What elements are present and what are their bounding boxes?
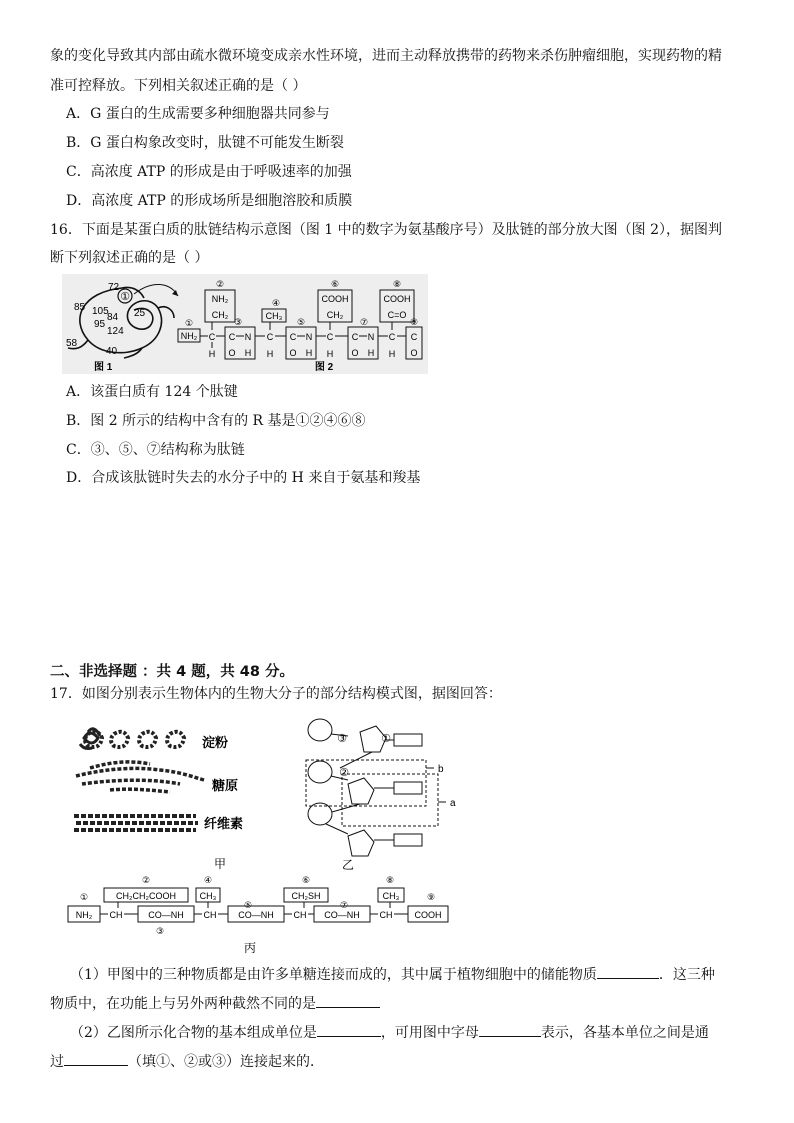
jia-caption: 甲 <box>213 857 227 871</box>
q15-stem-line2: 准可控释放。下列相关叙述正确的是（ ） <box>50 78 307 94</box>
fig1-num-25: 25 <box>134 308 146 319</box>
fig2-circled-3: ③ <box>233 317 243 327</box>
fig1-num-124: 124 <box>107 326 124 337</box>
q16-option-b: B．图 2 所示的结构中含有的 R 基是①②④⑥⑧ <box>66 413 366 429</box>
fig2-c4: C <box>388 332 396 342</box>
q17-sub2-text-d: 过 <box>50 1054 64 1070</box>
fig2-circled-2: ② <box>215 279 225 289</box>
q15-option-a: A．G 蛋白的生成需要多种细胞器共同参与 <box>66 106 330 122</box>
q17-figure-yi <box>300 714 470 874</box>
bing-peptide-3: CO—NH <box>148 910 184 920</box>
q17-sub2-blank1[interactable] <box>317 1021 381 1037</box>
bing-peptide-7: CO—NH <box>324 910 360 920</box>
fig2-r8-co: C=O <box>387 310 407 320</box>
fig2-r2-ch2: CH₂ <box>211 310 229 320</box>
fig1-caption: 图 1 <box>94 362 113 373</box>
cellulose-label: 纤维素 <box>204 816 244 831</box>
fig2-h3: H <box>326 349 334 359</box>
bing-circled-9: ⑨ <box>426 892 436 902</box>
yi-circled-1: ① <box>381 733 391 745</box>
yi-caption: 乙 <box>341 858 355 872</box>
q17-sub2-line1 <box>70 1021 709 1043</box>
bing-cooh: COOH <box>414 910 442 920</box>
q16-option-c: C．③、⑤、⑦结构称为肽链 <box>66 442 245 458</box>
fig1-num-58: 58 <box>66 338 78 349</box>
q17-sub2-text-c: 表示，各基本单位之间是通 <box>540 1025 709 1041</box>
q17-sub2-blank3[interactable] <box>64 1050 128 1066</box>
bing-circled-8: ⑧ <box>385 875 395 885</box>
q16-option-a: A．该蛋白质有 124 个肽键 <box>66 384 238 400</box>
bing-ch-3: CH <box>293 910 307 920</box>
pentose-3 <box>348 830 374 856</box>
fig2-peptide5-h: H <box>305 348 313 358</box>
fig2-c2: C <box>266 332 274 342</box>
dashed-box-a <box>342 774 438 826</box>
bing-nh2: NH₂ <box>75 910 93 920</box>
bing-circled-4: ④ <box>203 875 213 885</box>
section-heading-nonchoice: 二、非选择题 ：共 4 题，共 48 分。 <box>50 664 295 680</box>
bing-circled-3: ③ <box>155 926 165 936</box>
base-2 <box>394 782 422 794</box>
yi-label-a: a <box>450 798 456 809</box>
fig1-num-72: 72 <box>108 282 120 293</box>
fig2-peptide5-n: N <box>305 332 313 342</box>
bing-ch-4: CH <box>379 910 393 920</box>
phosphate-1 <box>308 719 332 741</box>
q17-figure-bing <box>64 874 456 956</box>
q16-stem-line2: 断下列叙述正确的是（ ） <box>50 250 209 266</box>
fig2-peptide5-c: C <box>289 332 297 342</box>
fig2-peptide3-h: H <box>244 348 252 358</box>
q17-sub2-blank2[interactable] <box>479 1021 541 1037</box>
q17-sub2-text-a: （2）乙图所示化合物的基本组成单位是 <box>70 1025 317 1041</box>
base-3 <box>394 834 422 846</box>
bing-circled-7: ⑦ <box>339 900 349 910</box>
starch-structure <box>80 729 184 749</box>
q17-sub1-blank2[interactable] <box>316 992 380 1008</box>
pentose-2 <box>348 778 374 804</box>
fig2-circled-9: ⑨ <box>409 317 419 327</box>
fig2-circled-1: ① <box>184 318 194 328</box>
q16-stem-line1: 16．下面是某蛋白质的肽链结构示意图（图 1 中的数字为氨基酸序号）及肽链的部分放大图（图 2），据图判 <box>50 222 722 238</box>
bing-circled-2: ② <box>141 875 151 885</box>
yi-circled-2: ② <box>339 767 349 779</box>
bing-circled-6: ⑥ <box>301 875 311 885</box>
base-1 <box>394 734 422 746</box>
q17-sub1-line2 <box>50 992 380 1014</box>
fig2-peptide7-n: N <box>367 332 375 342</box>
bing-circled-1: ① <box>79 892 89 902</box>
fig1-num-105: 105 <box>92 306 109 317</box>
fig2-h1: H <box>208 349 216 359</box>
fig2-h2: H <box>266 349 274 359</box>
yi-label-b: b <box>438 764 444 775</box>
glycogen-label: 糖原 <box>212 778 239 793</box>
fig2-peptide3-o: O <box>228 348 236 358</box>
q17-sub1-text-c: 物质中，在功能上与另外两种截然不同的是 <box>50 996 316 1012</box>
fig1-circled-1: ① <box>120 291 130 303</box>
fig1-num-95: 95 <box>94 319 106 330</box>
q17-sub1-blank1[interactable] <box>597 963 659 979</box>
fig2-end-o: O <box>410 348 418 358</box>
dashed-box-b <box>306 760 426 806</box>
fig2-r6-ch2: CH₂ <box>326 310 344 320</box>
fig2-caption: 图 2 <box>314 362 334 373</box>
fig2-r2-nh2: NH₂ <box>211 294 229 304</box>
bing-peptide-5: CO—NH <box>238 910 274 920</box>
phosphate-2 <box>308 761 332 783</box>
fig2-r8-cooh: COOH <box>383 294 411 304</box>
bing-r6: CH₂SH <box>291 891 321 901</box>
fig2-circled-8: ⑧ <box>392 279 402 289</box>
q17-stem: 17．如图分别表示生物体内的生物大分子的部分结构模式图，据图回答： <box>50 686 502 702</box>
fig1-num-40: 40 <box>106 346 118 357</box>
fig1-num-85: 85 <box>74 302 86 313</box>
q15-option-c: C．高浓度 ATP 的形成是由于呼吸速率的加强 <box>66 164 352 180</box>
fig2-c3: C <box>326 332 334 342</box>
starch-label: 淀粉 <box>202 735 229 750</box>
yi-circled-3: ③ <box>337 733 347 745</box>
fig2-circled-6: ⑥ <box>330 279 340 289</box>
q17-sub2-line2 <box>50 1050 324 1072</box>
fig2-circled-5: ⑤ <box>296 317 306 327</box>
bing-r4: CH₃ <box>199 891 217 901</box>
bing-r2: CH₂CH₂COOH <box>116 891 176 901</box>
glycogen-structure <box>76 762 204 792</box>
q17-figure-jia <box>70 720 250 872</box>
bing-r8: CH₃ <box>382 891 400 901</box>
fig2-r4-ch3: CH₃ <box>265 311 283 321</box>
fig2-circled-7: ⑦ <box>359 317 369 327</box>
cellulose-structure <box>74 816 198 830</box>
q16-figure <box>62 274 428 374</box>
q17-sub1-text-a: （1）甲图中的三种物质都是由许多单糖连接而成的，其中属于植物细胞中的储能物质 <box>70 967 597 983</box>
fig2-end-c: C <box>410 332 418 342</box>
q15-option-b: B．G 蛋白构象改变时，肽键不可能发生断裂 <box>66 135 344 151</box>
fig1-num-84: 84 <box>107 312 119 323</box>
q17-sub1-text-b: ．这三种 <box>658 967 715 983</box>
fig2-peptide3-c: C <box>228 332 236 342</box>
fig2-peptide7-h: H <box>367 348 375 358</box>
fig2-peptide3-n: N <box>244 332 252 342</box>
q15-stem-line1: 象的变化导致其内部由疏水微环境变成亲水性环境，进而主动释放携带的药物来杀伤肿瘤细胞，实现药物的精 <box>50 48 722 64</box>
fig2-h4: H <box>388 349 396 359</box>
fig2-nh2: NH₂ <box>180 331 198 341</box>
fig2-r6-cooh: COOH <box>321 294 349 304</box>
fig2-c1: C <box>208 332 216 342</box>
q17-sub2-text-b: ，可用图中字母 <box>380 1025 479 1041</box>
q15-option-d: D．高浓度 ATP 的形成场所是细胞溶胶和质膜 <box>66 193 353 209</box>
fig2-peptide7-o: O <box>351 348 359 358</box>
fig2-peptide5-o: O <box>289 348 297 358</box>
bing-caption: 丙 <box>243 941 257 955</box>
bing-ch-2: CH <box>203 910 217 920</box>
q17-sub1-line1 <box>70 963 715 985</box>
bing-ch-1: CH <box>109 910 123 920</box>
q17-sub2-text-e: （填①、②或③）连接起来的． <box>128 1054 324 1070</box>
bing-circled-5: ⑤ <box>243 900 253 910</box>
fig2-circled-4: ④ <box>271 298 281 308</box>
fig2-peptide7-c: C <box>351 332 359 342</box>
q16-option-d: D．合成该肽链时失去的水分子中的 H 来自于氨基和羧基 <box>66 470 421 486</box>
